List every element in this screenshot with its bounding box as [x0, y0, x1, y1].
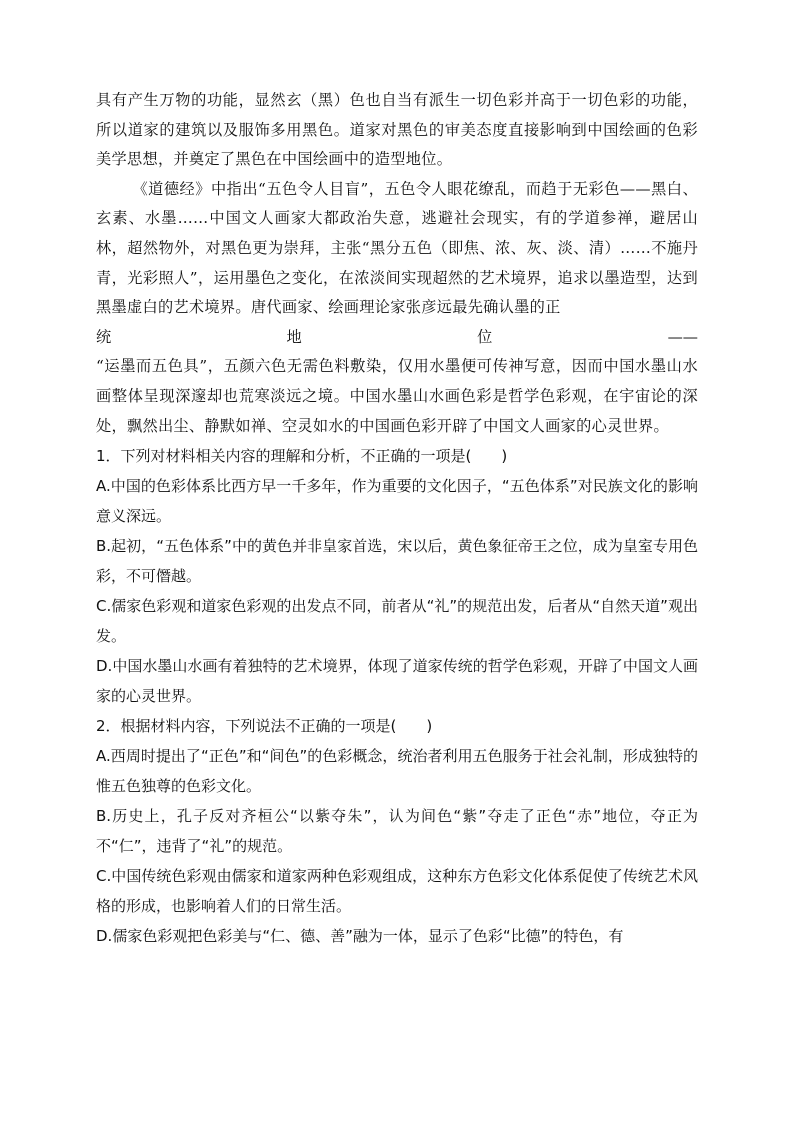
option-d: D.儒家色彩观把色彩美与“仁、德、善”融为一体，显示了色彩“比德”的特色，有 — [96, 927, 624, 946]
passage-paragraph-2: 《道德经》中指出“五色令人目盲”，五色令人眼花缭乱，而趋于无彩色——黑白、玄素、水墨……中国文人画家大都政治失意，逃避社会现实，有的学道参禅，避居山林，超然物外，对黑色更为崇拜，主张“黑分五色（即焦、浓、灰、淡、清）……不施丹青，光彩照人”，运用墨色之变化，在浓淡间实现超然的艺术境界，追求以墨造型，达到黑墨虚白的艺术境界。唐代画家、绘画理论家张彦远最先确认墨的正 — [96, 179, 698, 317]
option-a: A.西周时提出了“正色”和“间色”的色彩概念，统治者利用五色服务于社会礼制，形成独特的惟五色独尊的色彩文化。 — [96, 747, 698, 796]
passage-paragraph-1: 具有产生万物的功能，显然玄（黑）色也自当有派生一切色彩并高于一切色彩的功能，所以道家的建筑以及服饰多用黑色。道家对黑色的审美态度直接影响到中国绘画的色彩美学思想，并奠定了黑色在中国绘画中的造型地位。 — [96, 91, 698, 169]
spread-char: —— — [667, 327, 698, 346]
passage-spread-line — [96, 323, 698, 353]
passage-paragraph-2-continued: “运墨而五色具”，五颜六色无需色料敷染，仅用水墨便可传神写意，因而中国水墨山水画整体呈现深邃却也荒寒淡远之境。中国水墨山水画色彩是哲学色彩观，在宇宙论的深处，飘然出尘、静默如禅、空灵如水的中国画色彩开辟了中国文人画家的心灵世界。 — [96, 357, 698, 435]
spread-char: 地 — [286, 327, 302, 346]
option-d: D.中国水墨山水画有着独特的艺术境界，体现了道家传统的哲学色彩观，开辟了中国文人画家的心灵世界。 — [96, 657, 698, 706]
option-b: B.起初，“五色体系”中的黄色并非皇家首选，宋以后，黄色象征帝王之位，成为皇室专用色彩，不可僭越。 — [96, 537, 698, 586]
question-1 — [96, 441, 698, 711]
spread-char: 统 — [96, 327, 112, 346]
option-b: B.历史上，孔子反对齐桓公“以紫夺朱”，认为间色“紫”夺走了正色“赤”地位，夺正为不“仁”，违背了“礼”的规范。 — [96, 807, 698, 856]
option-c: C.儒家色彩观和道家色彩观的出发点不同，前者从“礼”的规范出发，后者从“自然天道”观出发。 — [96, 597, 698, 646]
question-2 — [96, 711, 698, 951]
document-page — [96, 86, 698, 951]
question-stem: 2．根据材料内容，下列说法不正确的一项是( ) — [96, 717, 433, 736]
option-c: C.中国传统色彩观由儒家和道家两种色彩观组成，这种东方色彩文化体系促使了传统艺术风格的形成，也影响着人们的日常生活。 — [96, 867, 698, 916]
option-a: A.中国的色彩体系比西方早一千多年，作为重要的文化因子，“五色体系”对民族文化的影响意义深远。 — [96, 477, 698, 526]
question-stem: 1．下列对材料相关内容的理解和分析，不正确的一项是( ) — [96, 447, 508, 466]
spread-char: 位 — [477, 327, 493, 346]
